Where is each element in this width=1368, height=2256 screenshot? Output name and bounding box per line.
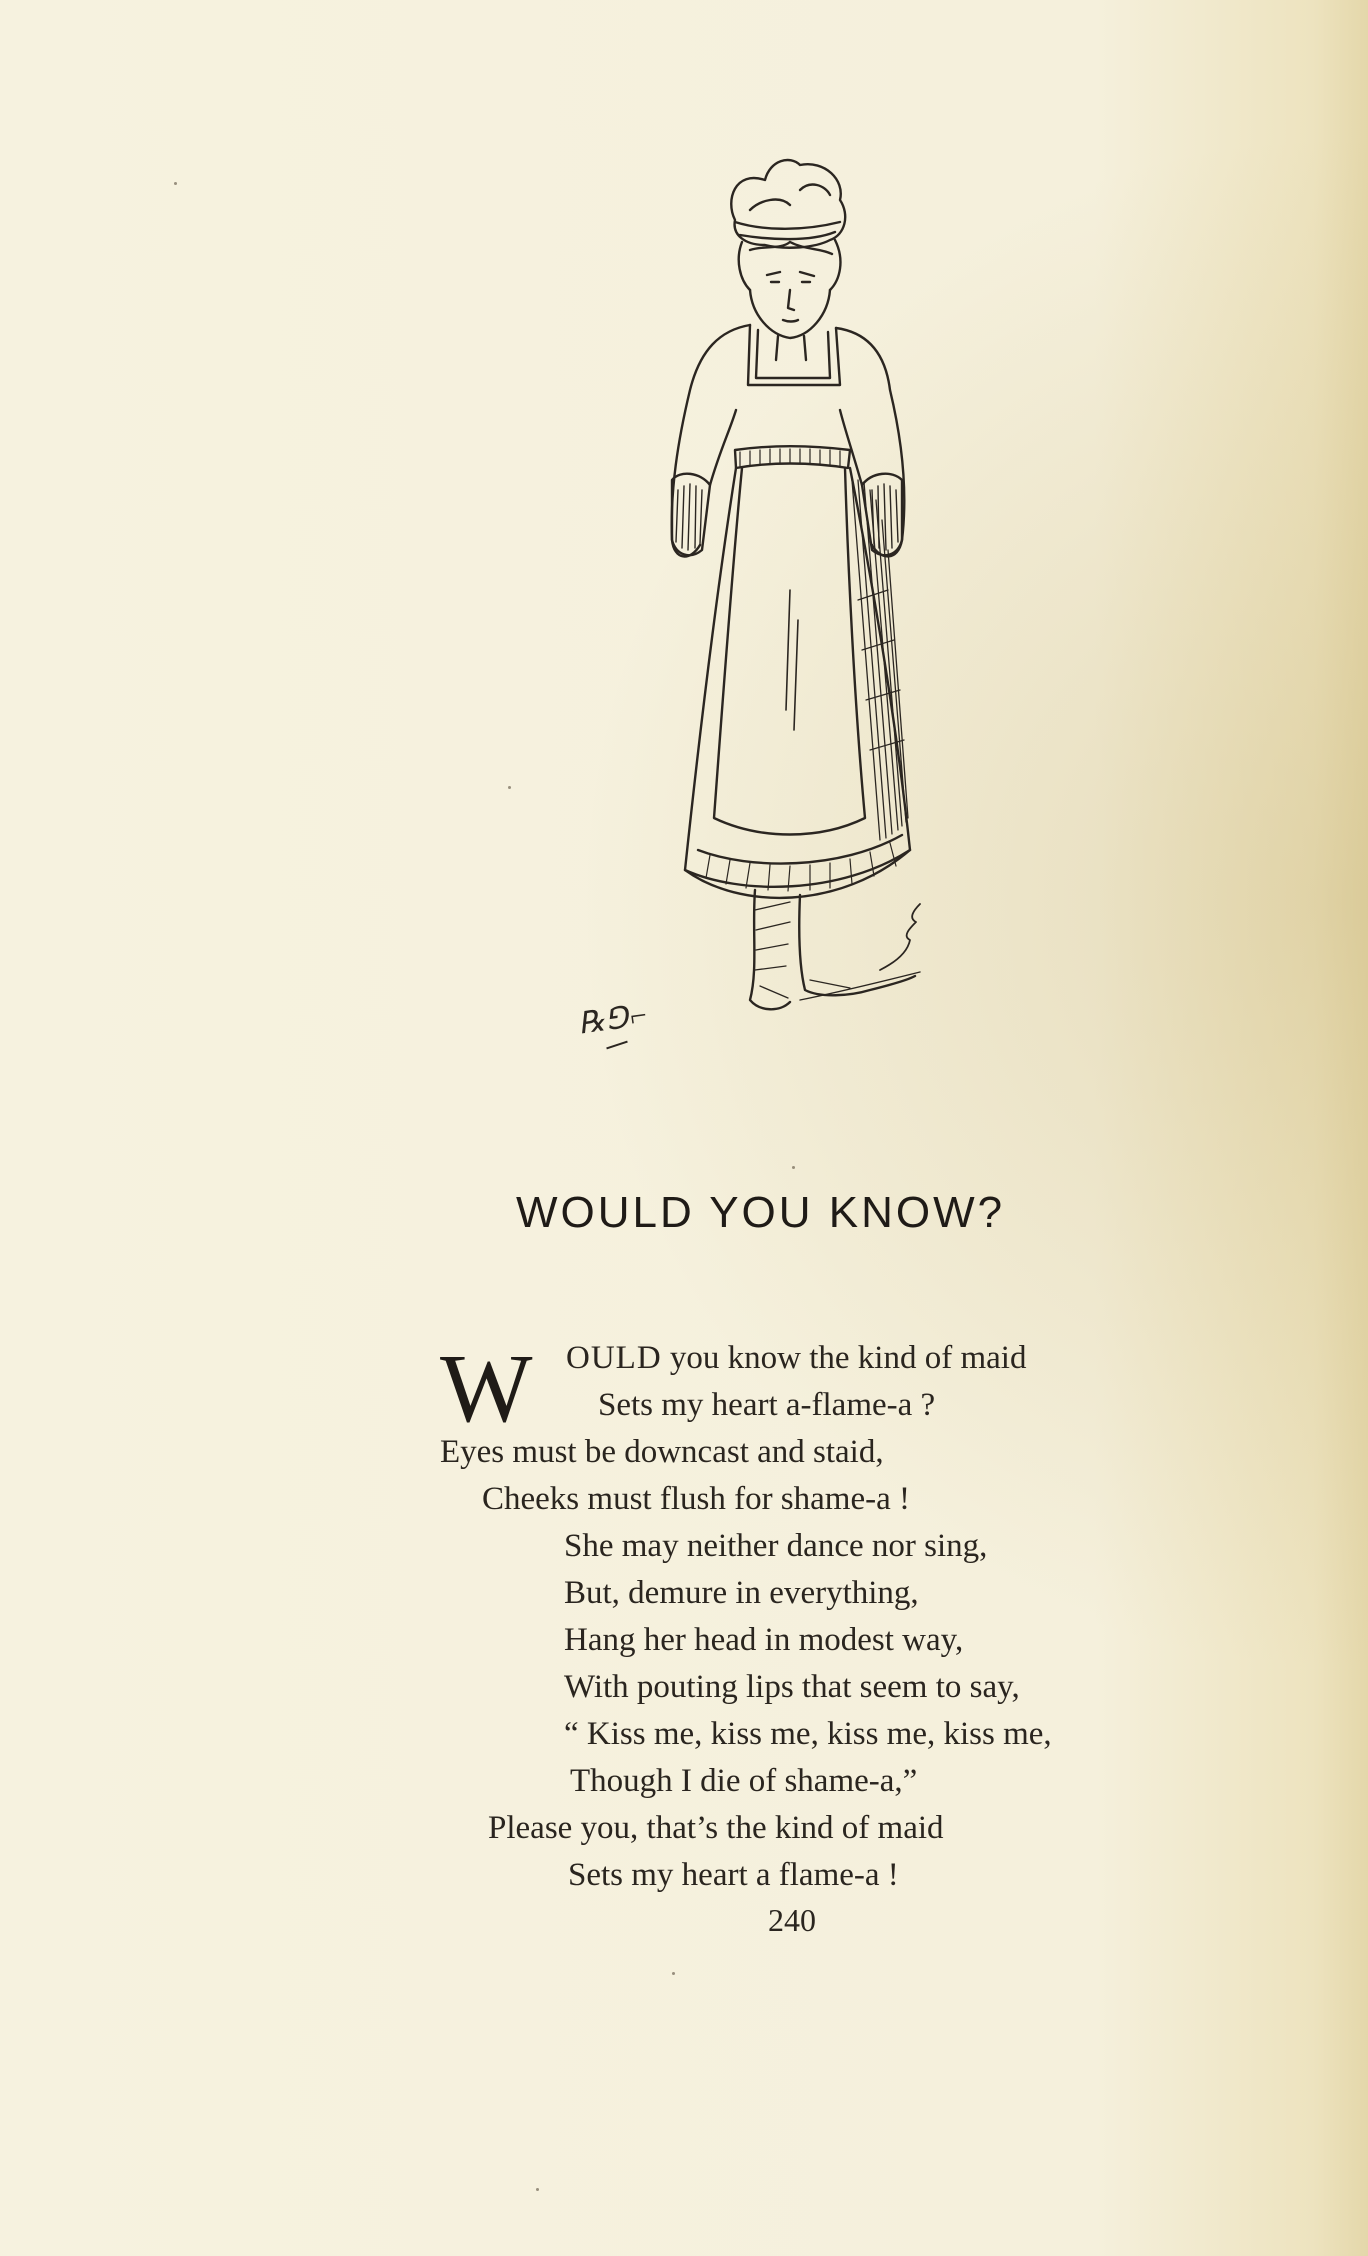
- poem-line-8: With pouting lips that seem to say,: [564, 1669, 1020, 1705]
- page-number: 240: [768, 1902, 816, 1938]
- maid-illustration: [640, 150, 960, 1050]
- poem-line-1-opening: OULD: [566, 1340, 662, 1376]
- poem-line-11: Please you, that’s the kind of maid: [488, 1810, 944, 1846]
- paper-speck: [672, 1972, 675, 1975]
- paper-speck: [174, 182, 177, 185]
- poem-title: WOULD YOU KNOW?: [516, 1188, 1006, 1237]
- paper-speck: [792, 1166, 795, 1169]
- poem-line-9: “ Kiss me, kiss me, kiss me, kiss me,: [564, 1716, 1052, 1752]
- drop-cap: W: [440, 1335, 533, 1443]
- poem-line-7: Hang her head in modest way,: [564, 1622, 964, 1658]
- artist-signature: ℞⅁⌐: [576, 998, 651, 1041]
- poem-line-4: Cheeks must flush for shame-a !: [482, 1481, 910, 1517]
- poem-line-1-rest: you know the kind of maid: [661, 1340, 1027, 1376]
- poem-line-12: Sets my heart a flame-a !: [568, 1857, 899, 1893]
- poem-line-10: Though I die of shame-a,”: [570, 1763, 918, 1799]
- poem-line-5: She may neither dance nor sing,: [564, 1528, 988, 1564]
- paper-speck: [508, 786, 511, 789]
- poem-line-2: Sets my heart a-flame-a ?: [598, 1387, 936, 1423]
- paper-speck: [536, 2188, 539, 2191]
- poem-body: [440, 1330, 1220, 1930]
- poem-line-6: But, demure in everything,: [564, 1575, 919, 1611]
- poem-line-1: [566, 1342, 1026, 1375]
- poem-line-3: Eyes must be downcast and staid,: [440, 1434, 884, 1470]
- signature-underline: [606, 1041, 628, 1050]
